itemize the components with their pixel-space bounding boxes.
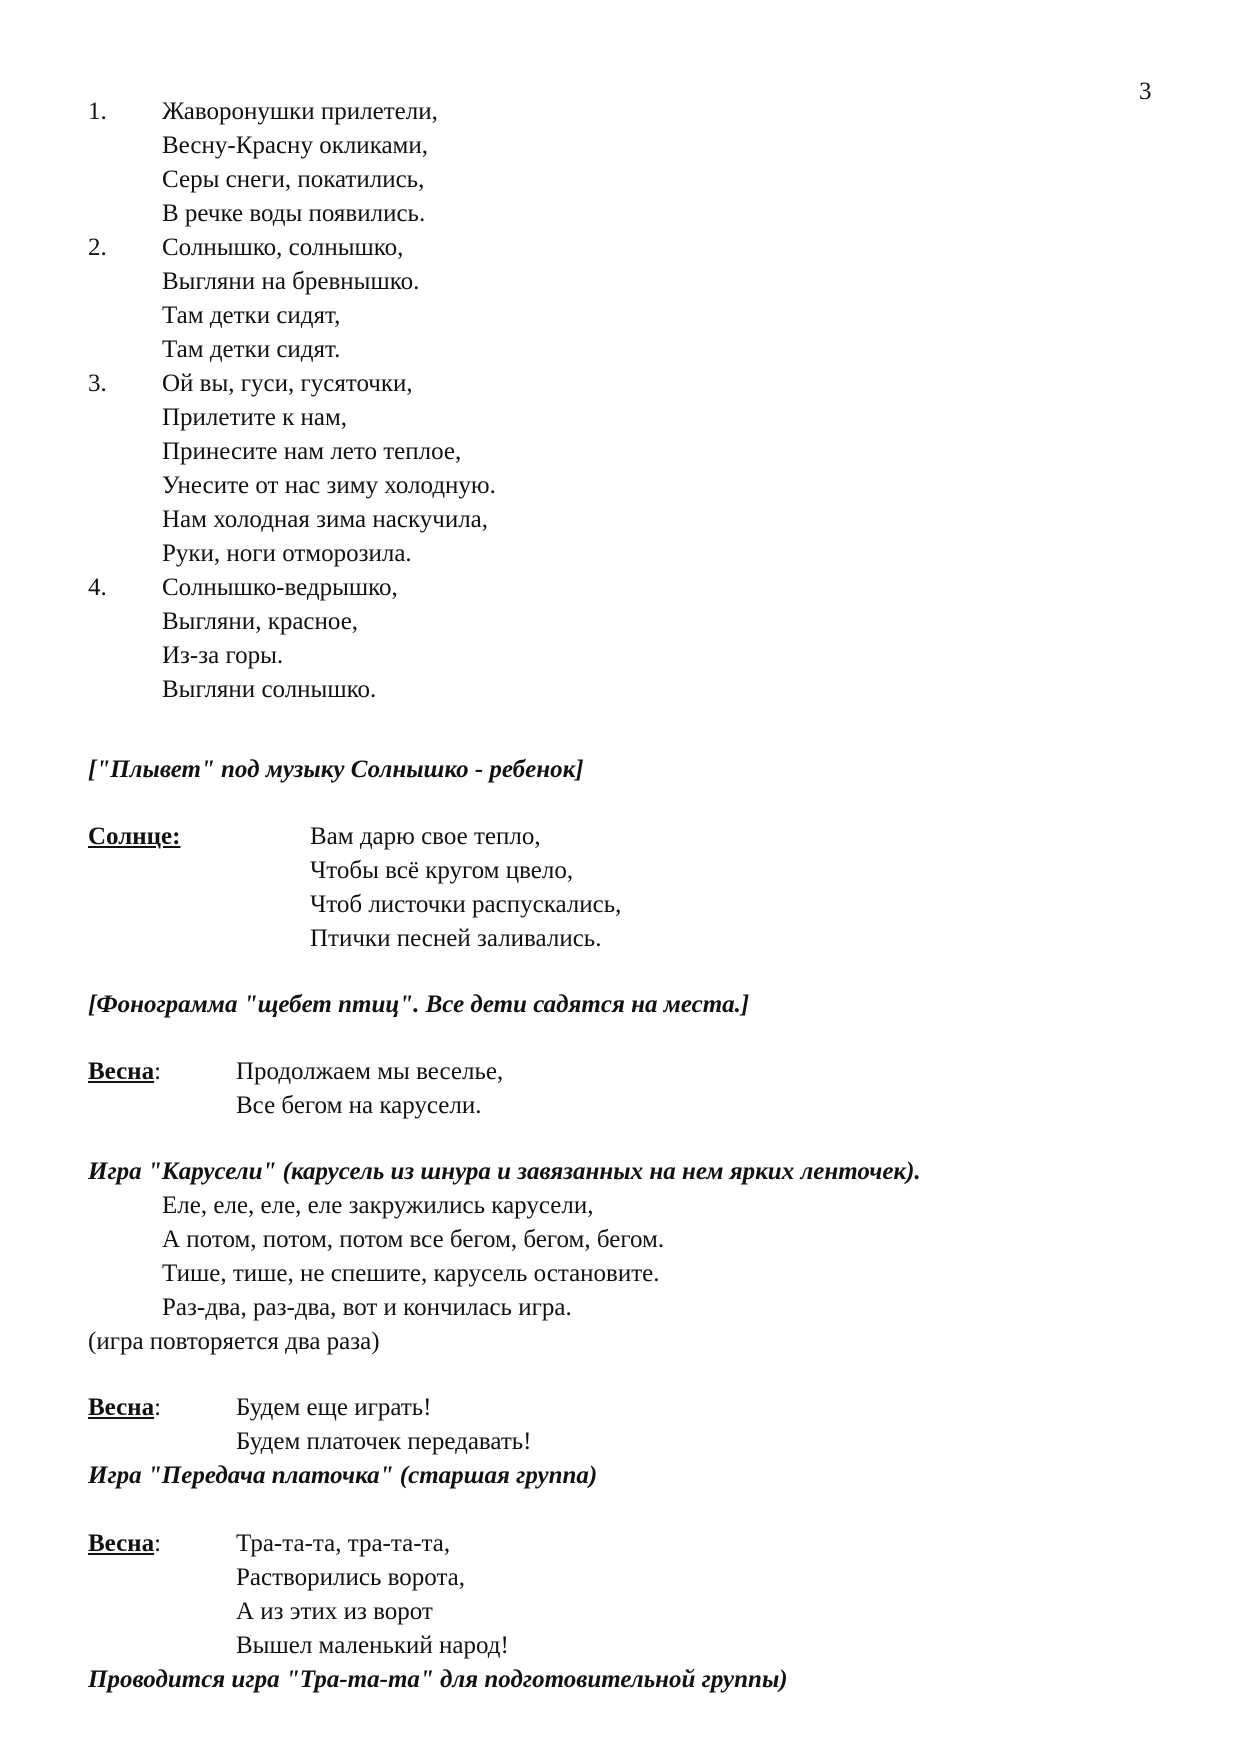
spring-line: А из этих из ворот	[236, 1598, 433, 1625]
speaker-name: Весна	[88, 1394, 155, 1421]
game-title: Проводится игра "Тра-та-та" для подготовительной группы)	[88, 1666, 788, 1693]
song-2-number: 2.	[88, 234, 107, 261]
page-number: 3	[1139, 78, 1152, 105]
spring-line: Будем еще играть!	[236, 1394, 432, 1421]
sun-line: Чтоб листочки распускались,	[310, 891, 622, 918]
game-title: Игра "Передача платочка" (старшая группа)	[88, 1462, 598, 1489]
spring-line: Растворились ворота,	[236, 1564, 466, 1591]
speaker-label-spring	[88, 1529, 161, 1559]
song-1-line: В речке воды появились.	[162, 200, 426, 227]
song-3-line: Унесите от нас зиму холодную.	[162, 472, 496, 499]
sun-line: Птички песней заливались.	[310, 925, 602, 952]
song-1-line: Жаворонушки прилетели,	[162, 98, 438, 125]
speaker-label-spring	[88, 1393, 161, 1423]
song-3-line: Руки, ноги отморозила.	[162, 540, 412, 567]
song-2-line: Там детки сидят,	[162, 302, 341, 329]
song-3-line: Ой вы, гуси, гусяточки,	[162, 370, 413, 397]
song-4-line: Выгляни солнышко.	[162, 676, 377, 703]
sun-line: Вам дарю свое тепло,	[310, 823, 541, 850]
spring-line: Все бегом на карусели.	[236, 1092, 482, 1119]
song-3-line: Принесите нам лето теплое,	[162, 438, 462, 465]
spring-line: Тра-та-та, тра-та-та,	[236, 1530, 451, 1557]
game-note: (игра повторяется два раза)	[88, 1328, 380, 1355]
stage-direction: [Фонограмма "щебет птиц". Все дети садятся на места.]	[88, 991, 750, 1018]
speaker-label-sun: Солнце:	[88, 823, 181, 850]
spring-line: Будем платочек передавать!	[236, 1428, 532, 1455]
game-line: Тише, тише, не спешите, карусель остановите.	[162, 1260, 660, 1287]
stage-direction: ["Плывет" под музыку Солнышко - ребенок]	[88, 756, 584, 783]
game-line: Еле, еле, еле, еле закружились карусели,	[162, 1192, 594, 1219]
spring-line: Продолжаем мы веселье,	[236, 1058, 504, 1085]
song-4-line: Выгляни, красное,	[162, 608, 359, 635]
speaker-label-spring	[88, 1057, 161, 1087]
game-line: Раз-два, раз-два, вот и кончилась игра.	[162, 1294, 572, 1321]
song-1-line: Серы снеги, покатились,	[162, 166, 425, 193]
sun-line: Чтобы всё кругом цвело,	[310, 857, 574, 884]
speaker-colon: :	[154, 1394, 162, 1421]
song-1-number: 1.	[88, 98, 107, 125]
song-4-number: 4.	[88, 574, 107, 601]
speaker-name: Весна	[88, 1530, 155, 1557]
song-2-line: Солнышко, солнышко,	[162, 234, 404, 261]
song-4-line: Солнышко-ведрышко,	[162, 574, 398, 601]
spring-line: Вышел маленький народ!	[236, 1632, 509, 1659]
speaker-name: Весна	[88, 1058, 155, 1085]
speaker-colon: :	[154, 1058, 162, 1085]
game-title: Игра "Карусели" (карусель из шнура и завязанных на нем ярких ленточек).	[88, 1158, 921, 1185]
song-2-line: Там детки сидят.	[162, 336, 341, 363]
song-3-line: Прилетите к нам,	[162, 404, 348, 431]
game-line: А потом, потом, потом все бегом, бегом, бегом.	[162, 1226, 665, 1253]
song-3-line: Нам холодная зима наскучила,	[162, 506, 489, 533]
song-4-line: Из-за горы.	[162, 642, 284, 669]
song-3-number: 3.	[88, 370, 107, 397]
speaker-colon: :	[154, 1530, 162, 1557]
song-2-line: Выгляни на бревнышко.	[162, 268, 420, 295]
song-1-line: Весну-Красну окликами,	[162, 132, 429, 159]
